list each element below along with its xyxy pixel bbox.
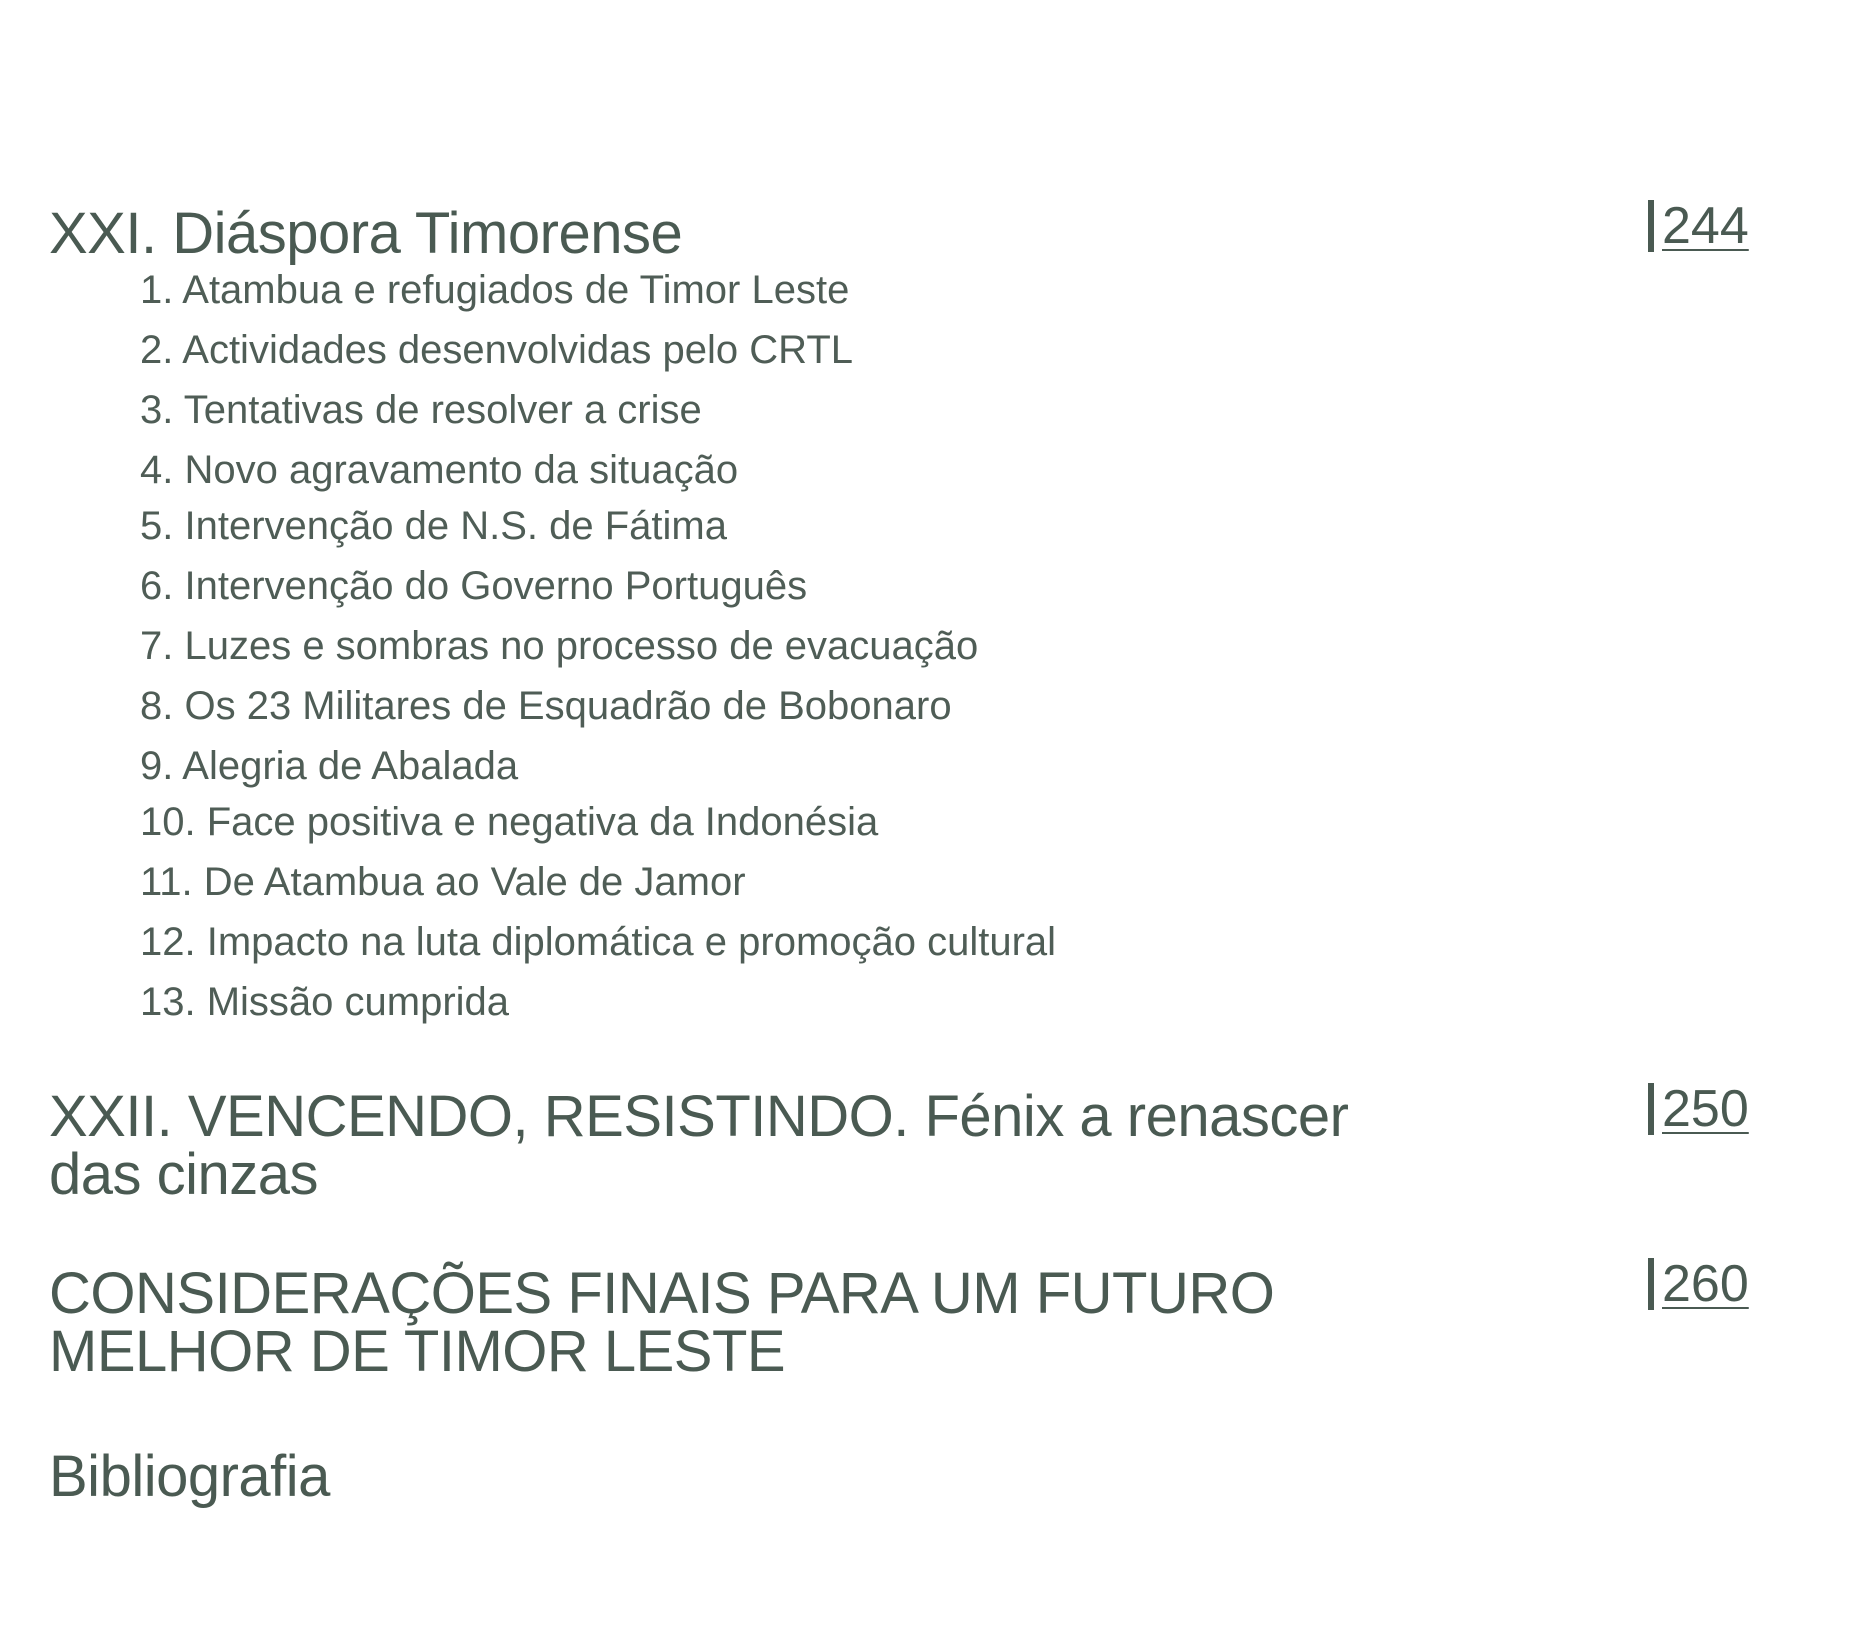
list-item: 2. Actividades desenvolvidas pelo CRTL xyxy=(140,328,854,372)
list-item: 8. Os 23 Militares de Esquadrão de Bobonaro xyxy=(140,684,952,728)
chapter-title: XXI. Diáspora Timorense xyxy=(49,201,683,266)
list-item: 12. Impacto na luta diplomática e promoção cultural xyxy=(140,920,1057,964)
chapter-consideracoes-finais xyxy=(49,1261,1275,1384)
chapter-title: CONSIDERAÇÕES FINAIS PARA UM FUTURO MELHOR DE TIMOR LESTE xyxy=(49,1261,1275,1384)
list-item: 7. Luzes e sombras no processo de evacuação xyxy=(140,624,979,668)
list-item: 11. De Atambua ao Vale de Jamor xyxy=(140,860,746,904)
chapter-title: XXII. VENCENDO, RESISTINDO. Fénix a renascer das cinzas xyxy=(49,1084,1349,1207)
list-item: 6. Intervenção do Governo Português xyxy=(140,564,808,608)
page-link-244[interactable]: 244 xyxy=(1648,200,1749,252)
list-item: 3. Tentativas de resolver a crise xyxy=(140,388,702,432)
page-link-250[interactable]: 250 xyxy=(1648,1083,1749,1135)
list-item: 1. Atambua e refugiados de Timor Leste xyxy=(140,268,850,312)
list-item: 4. Novo agravamento da situação xyxy=(140,448,739,492)
list-item: 9. Alegria de Abalada xyxy=(140,744,519,788)
bibliography-heading: Bibliografia xyxy=(49,1444,330,1509)
list-item: 13. Missão cumprida xyxy=(140,980,510,1024)
chapter-xxii xyxy=(49,1084,1349,1207)
list-item: 5. Intervenção de N.S. de Fátima xyxy=(140,504,727,548)
page-link-260[interactable]: 260 xyxy=(1648,1258,1749,1310)
chapter-xxi xyxy=(49,201,683,266)
list-item: 10. Face positiva e negativa da Indonésia xyxy=(140,800,879,844)
